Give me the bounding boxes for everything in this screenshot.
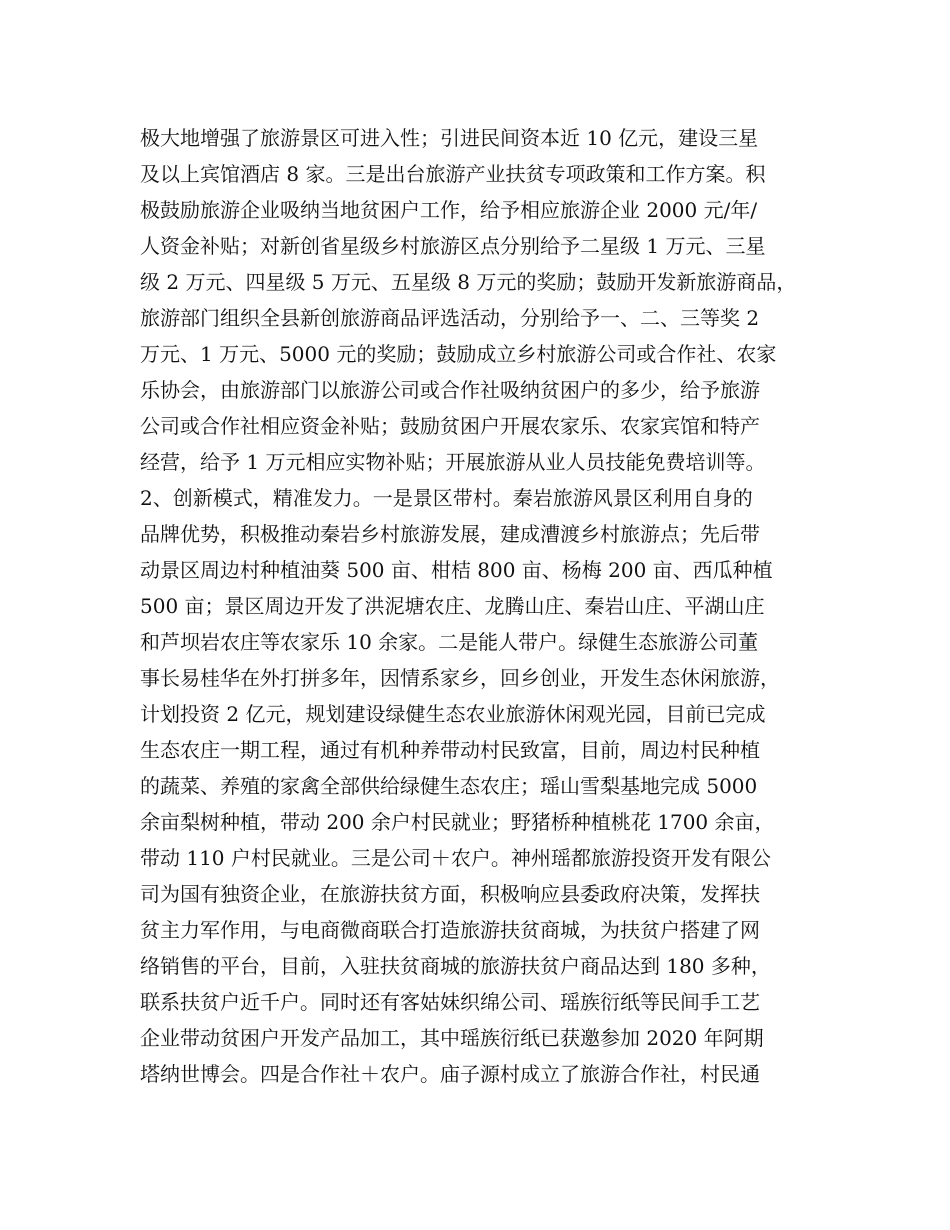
text-line-20: 余亩梨树种植，带动 200 余户村民就业；野猪桥种植桃花 1700 余亩， [140, 810, 775, 834]
text-line-3: 极鼓励旅游企业吸纳当地贫困户工作，给予相应旅游企业 2000 元/年/ [140, 198, 758, 222]
text-line-24: 络销售的平台，目前，入驻扶贫商城的旅游扶贫户商品达到 180 多种， [140, 954, 771, 978]
text-line-8: 乐协会，由旅游部门以旅游公司或合作社吸纳贫困户的多少，给予旅游 [140, 378, 760, 402]
text-line-1: 极大地增强了旅游景区可进入性；引进民间资本近 10 亿元，建设三星 [140, 126, 759, 150]
text-line-5: 级 2 万元、四星级 5 万元、五星级 8 万元的奖励；鼓励开发新旅游商品， [140, 270, 797, 294]
text-line-18: 生态农庄一期工程，通过有机种养带动村民致富，目前，周边村民种植 [140, 738, 760, 762]
text-line-23: 贫主力军作用，与电商微商联合打造旅游扶贫商城，为扶贫户搭建了网 [140, 918, 760, 942]
text-line-15: 和芦坝岩农庄等农家乐 10 余家。二是能人带户。绿健生态旅游公司董 [140, 630, 759, 654]
text-line-27: 塔纳世博会。四是合作社＋农户。庙子源村成立了旅游合作社，村民通 [140, 1062, 760, 1086]
text-line-17: 计划投资 2 亿元，规划建设绿健生态农业旅游休闲观光园，目前已完成 [140, 702, 766, 726]
text-line-4: 人资金补贴；对新创省星级乡村旅游区点分别给予二星级 1 万元、三星 [140, 234, 766, 258]
text-line-21: 带动 110 户村民就业。三是公司＋农户。神州瑶都旅游投资开发有限公 [140, 846, 771, 870]
text-line-19: 的蔬菜、养殖的家禽全部供给绿健生态农庄；瑶山雪梨基地完成 5000 [140, 774, 758, 798]
text-line-10: 经营，给予 1 万元相应实物补贴；开展旅游从业人员技能免费培训等。 [140, 450, 766, 474]
text-line-12: 品牌优势，积极推动秦岩乡村旅游发展，建成漕渡乡村旅游点；先后带 [140, 522, 760, 546]
text-line-16: 事长易桂华在外打拼多年，因情系家乡，回乡创业，开发生态休闲旅游， [140, 666, 780, 690]
text-line-25: 联系扶贫户近千户。同时还有客姑妹织绵公司、瑶族衍纸等民间手工艺 [140, 990, 760, 1014]
text-line-7: 万元、1 万元、5000 元的奖励；鼓励成立乡村旅游公司或合作社、农家 [140, 342, 777, 366]
text-line-2: 及以上宾馆酒店 8 家。三是出台旅游产业扶贫专项政策和工作方案。积 [140, 162, 766, 186]
text-line-14: 500 亩；景区周边开发了洪泥塘农庄、龙腾山庄、秦岩山庄、平湖山庄 [140, 594, 765, 618]
text-line-9: 公司或合作社相应资金补贴；鼓励贫困户开展农家乐、农家宾馆和特产 [140, 414, 760, 438]
text-line-26: 企业带动贫困户开发产品加工，其中瑶族衍纸已获邀参加 2020 年阿期 [140, 1026, 764, 1050]
text-line-11: 2、创新模式，精准发力。一是景区带村。秦岩旅游风景区利用自身的 [140, 486, 753, 510]
text-line-6: 旅游部门组织全县新创旅游商品评选活动，分别给予一、二、三等奖 2 [140, 306, 760, 330]
text-line-13: 动景区周边村种植油葵 500 亩、柑桔 800 亩、杨梅 200 亩、西瓜种植 [140, 558, 773, 582]
text-line-22: 司为国有独资企业，在旅游扶贫方面，积极响应县委政府决策，发挥扶 [140, 882, 760, 906]
body-text [140, 120, 830, 1092]
